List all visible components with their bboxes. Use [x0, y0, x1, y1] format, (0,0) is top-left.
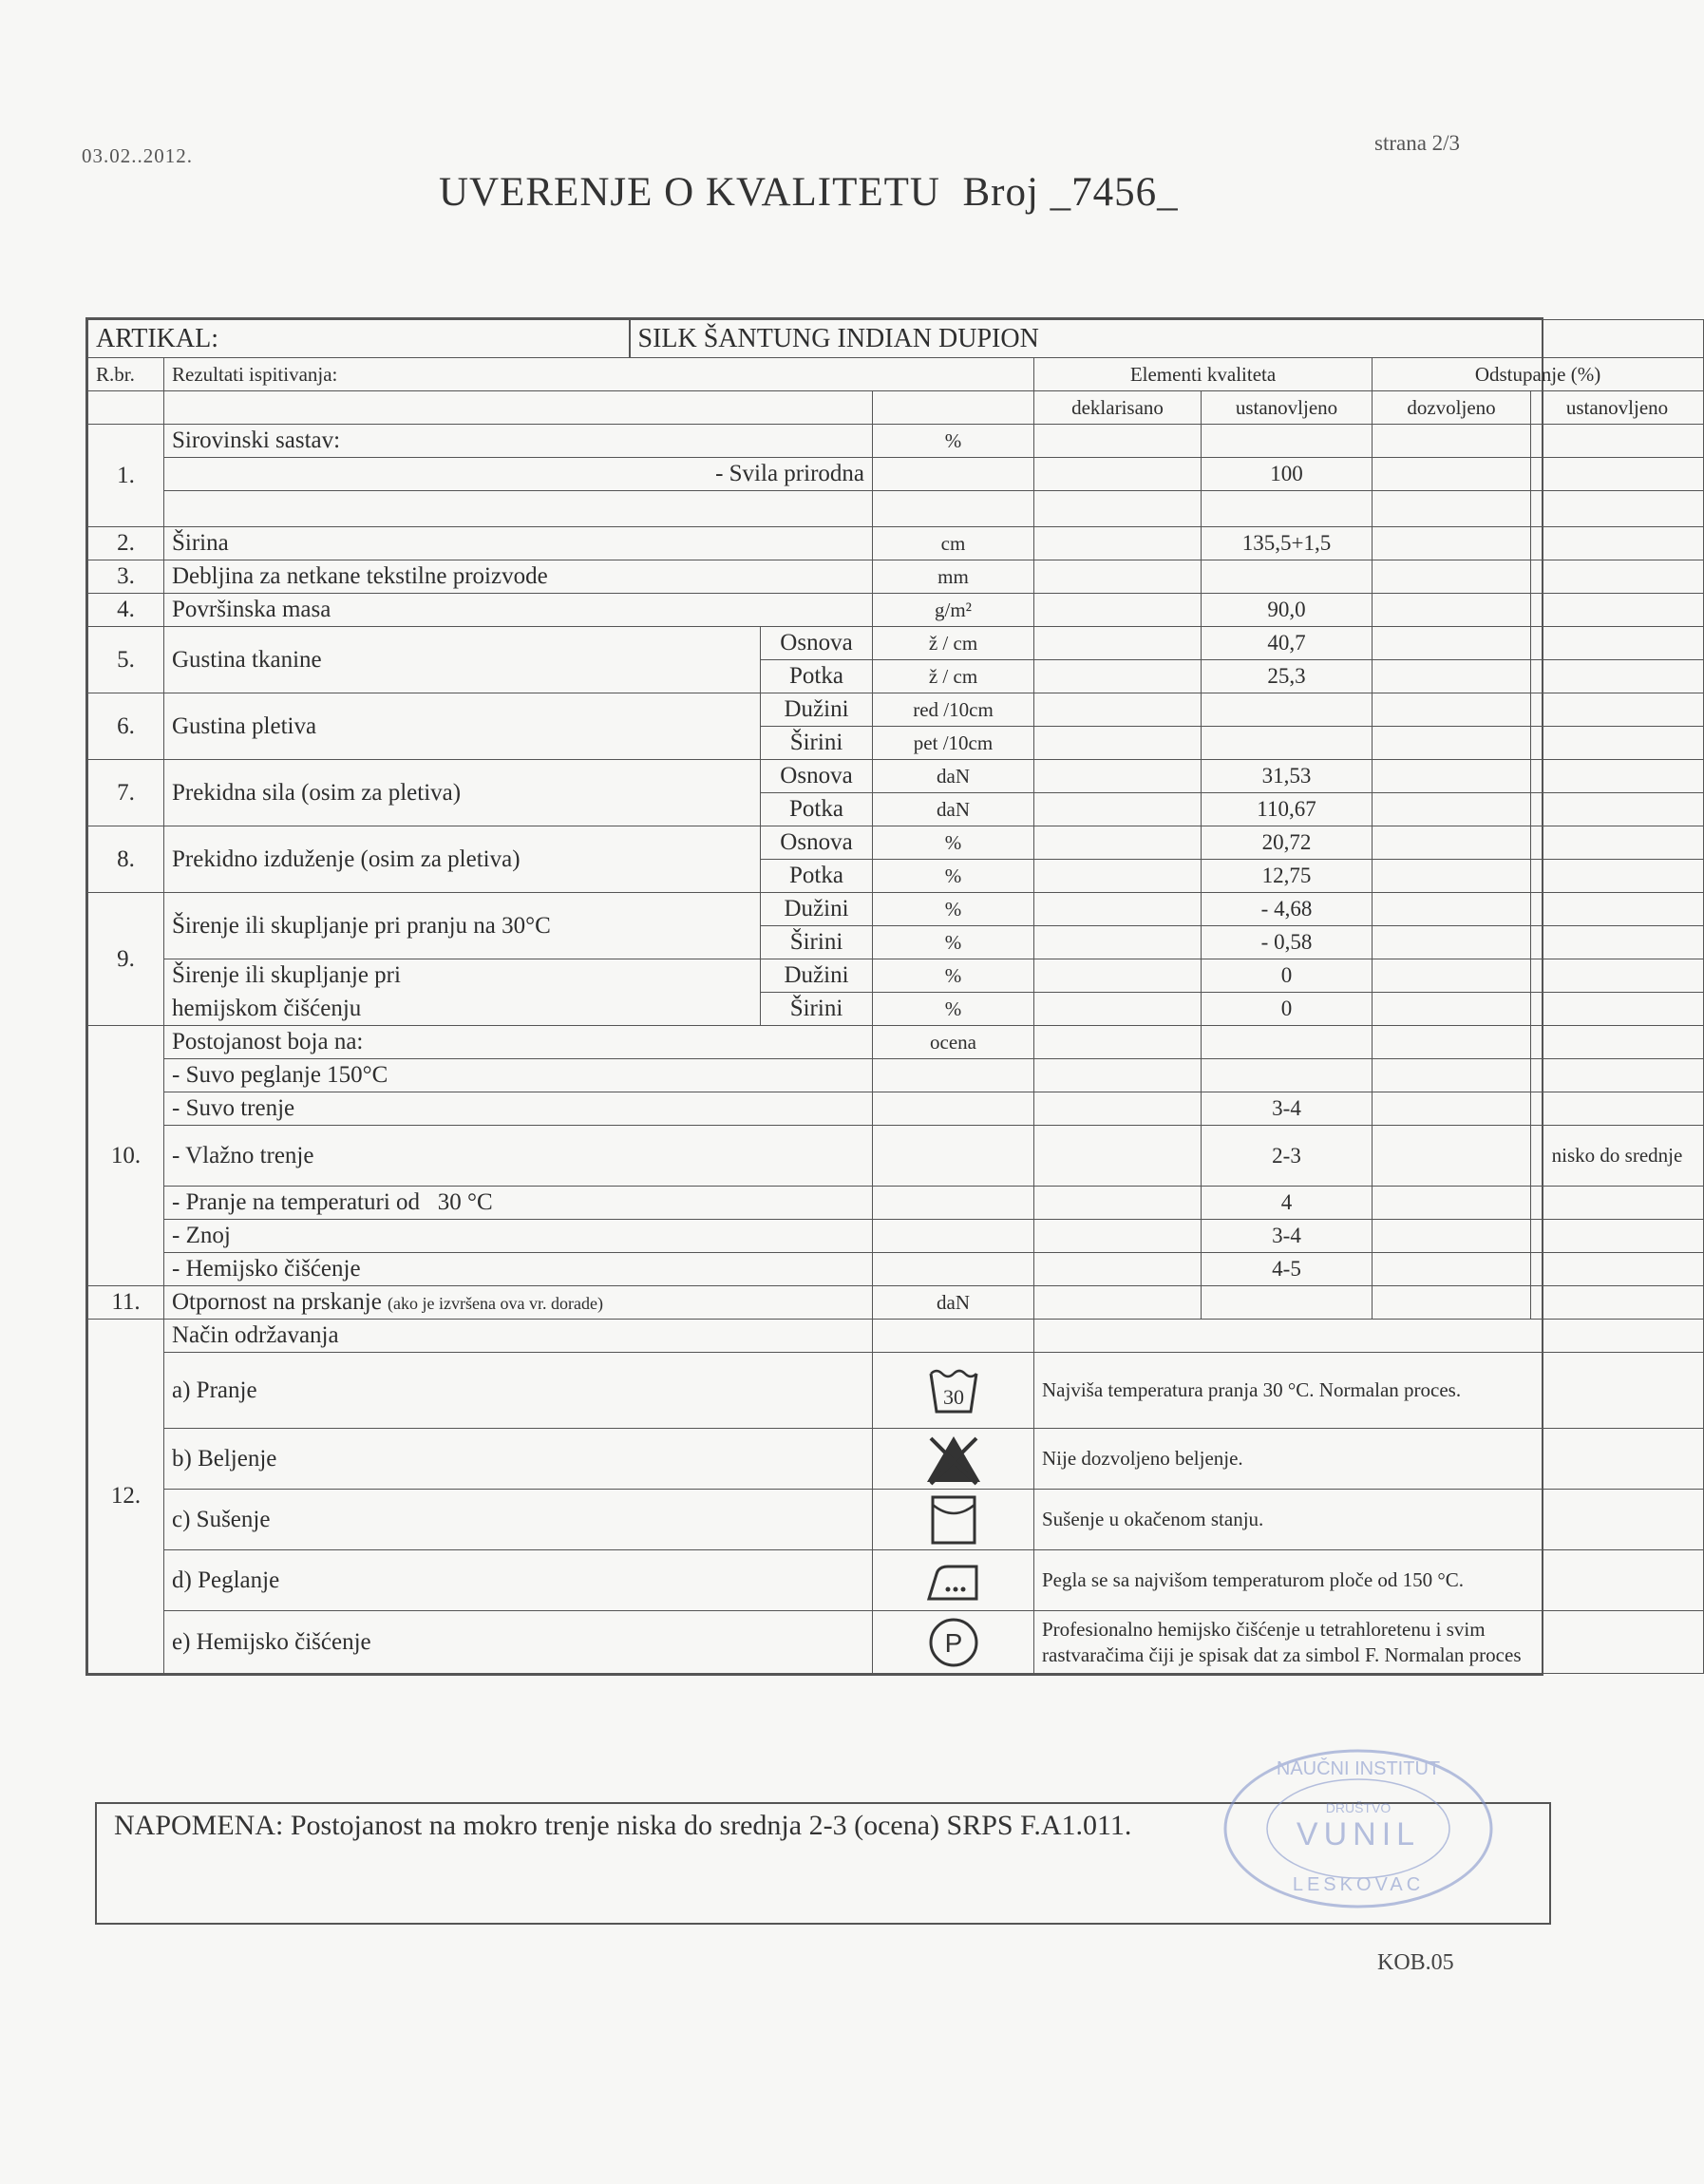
row-title: Otpornost na prskanje (ako je izvršena ova vr. dorade)	[164, 1286, 873, 1320]
note-text: NAPOMENA: Postojanost na mokro trenje niska do srednja 2-3 (ocena) SRPS F.A1.011.	[114, 1810, 1132, 1841]
row-unit: %	[873, 860, 1034, 893]
row-number: 10.	[88, 1026, 164, 1286]
row-title: Širina	[164, 527, 873, 560]
row-unit: ž / cm	[873, 660, 1034, 693]
row-value: - 4,68	[1202, 893, 1373, 926]
line-dry-icon	[873, 1490, 1034, 1550]
col-results: Rezultati ispitivanja:	[164, 358, 1034, 391]
row-number: 7.	[88, 760, 164, 826]
row-sublabel: Potka	[761, 860, 873, 893]
row-title: Gustina tkanine	[164, 627, 761, 693]
row-sublabel: Širini	[761, 727, 873, 760]
col-elements: Elementi kvaliteta	[1034, 358, 1373, 391]
row-value: - 0,58	[1202, 926, 1373, 959]
row-unit: %	[873, 826, 1034, 860]
stamp-text-bottom: LESKOVAC	[1292, 1874, 1425, 1895]
row-value	[1202, 1059, 1373, 1092]
row-sublabel: Dužini	[761, 893, 873, 926]
stamp-text-middle: DRUŠTVO	[1325, 1800, 1392, 1815]
row-title: Postojanost boja na:	[164, 1026, 873, 1059]
form-code: KOB.05	[1377, 1950, 1454, 1975]
care-description: Nije dozvoljeno beljenje.	[1034, 1429, 1704, 1490]
care-label: e) Hemijsko čišćenje	[164, 1611, 873, 1674]
stamp-text-top: NAUČNI INSTITUT	[1276, 1758, 1441, 1779]
col-declared: deklarisano	[1034, 391, 1202, 425]
row-number: 4.	[88, 594, 164, 627]
row-value: 4	[1202, 1187, 1373, 1220]
row-unit: %	[873, 959, 1034, 993]
institute-stamp	[1216, 1738, 1501, 1919]
col-established: ustanovljeno	[1202, 391, 1373, 425]
row-deviation-note: nisko do srednje	[1531, 1126, 1704, 1187]
row-subitem: - Znoj	[164, 1220, 873, 1253]
row-unit: %	[873, 926, 1034, 959]
col-deviation: Odstupanje (%)	[1373, 358, 1704, 391]
row-number: 1.	[88, 425, 164, 527]
row-unit: red /10cm	[873, 693, 1034, 727]
row-value: 0	[1202, 959, 1373, 993]
row-title: Prekidna sila (osim za pletiva)	[164, 760, 761, 826]
care-description: Najviša temperatura pranja 30 °C. Normalan proces.	[1034, 1353, 1704, 1429]
row-value: 90,0	[1202, 594, 1373, 627]
row-value: 31,53	[1202, 760, 1373, 793]
row-title: Površinska masa	[164, 594, 873, 627]
row-number: 9.	[88, 893, 164, 1026]
care-label: d) Peglanje	[164, 1550, 873, 1611]
row-number: 12.	[88, 1320, 164, 1674]
row-unit: ž / cm	[873, 627, 1034, 660]
row-value: 3-4	[1202, 1220, 1373, 1253]
row-subitem: - Vlažno trenje	[164, 1126, 873, 1187]
row-title: Prekidno izduženje (osim za pletiva)	[164, 826, 761, 893]
col-allowed: dozvoljeno	[1373, 391, 1531, 425]
row-number: 6.	[88, 693, 164, 760]
row-sublabel: Dužini	[761, 959, 873, 993]
wash-30-icon	[873, 1353, 1034, 1429]
row-title-note: (ako je izvršena ova vr. dorade)	[388, 1294, 603, 1313]
row-sublabel: Širini	[761, 926, 873, 959]
article-label: ARTIKAL:	[88, 320, 630, 358]
document-title: UVERENJE O KVALITETU Broj _7456_	[439, 170, 1179, 215]
row-value: 12,75	[1202, 860, 1373, 893]
col-rbr: R.br.	[88, 358, 164, 391]
row-value: 3-4	[1202, 1092, 1373, 1126]
row-sublabel: Osnova	[761, 760, 873, 793]
document-date: 03.02..2012.	[82, 144, 193, 167]
row-unit: %	[873, 425, 1034, 458]
row-unit: %	[873, 893, 1034, 926]
row-title: Način održavanja	[164, 1320, 873, 1353]
row-value: 20,72	[1202, 826, 1373, 860]
article-name: SILK ŠANTUNG INDIAN DUPION	[630, 320, 1704, 358]
care-label: b) Beljenje	[164, 1429, 873, 1490]
row-unit: daN	[873, 1286, 1034, 1320]
row-subitem: - Pranje na temperaturi od 30 °C	[164, 1187, 873, 1220]
row-sublabel: Osnova	[761, 627, 873, 660]
row-value: 40,7	[1202, 627, 1373, 660]
care-description	[1034, 1611, 1704, 1674]
row-title: Debljina za netkane tekstilne proizvode	[164, 560, 873, 594]
row-subtitle: - Svila prirodna	[164, 458, 873, 491]
care-description: Sušenje u okačenom stanju.	[1034, 1490, 1704, 1550]
page-number: strana 2/3	[1374, 131, 1461, 155]
no-bleach-icon	[873, 1429, 1034, 1490]
row-unit: mm	[873, 560, 1034, 594]
row-value	[1202, 560, 1373, 594]
row-subitem: - Suvo trenje	[164, 1092, 873, 1126]
row-sublabel: Potka	[761, 793, 873, 826]
care-description-line: rastvaračima čiji je spisak dat za simbol F. Normalan proces	[1042, 1643, 1522, 1666]
care-label: c) Sušenje	[164, 1490, 873, 1550]
row-value: 4-5	[1202, 1253, 1373, 1286]
care-description-line: Profesionalno hemijsko čišćenje u tetrahloretenu i svim	[1042, 1618, 1486, 1642]
wash-temp-label: 30	[942, 1384, 964, 1409]
iron-icon	[873, 1550, 1034, 1611]
row-number: 3.	[88, 560, 164, 594]
row-unit: cm	[873, 527, 1034, 560]
dry-clean-p-icon	[873, 1611, 1034, 1674]
quality-table	[85, 317, 1683, 1676]
row-unit: g/m²	[873, 594, 1034, 627]
row-number: 11.	[88, 1286, 164, 1320]
row-number: 2.	[88, 527, 164, 560]
row-title: Sirovinski sastav:	[164, 425, 873, 458]
row-title: hemijskom čišćenju	[164, 993, 761, 1026]
row-value: 2-3	[1202, 1126, 1373, 1187]
row-value: 135,5+1,5	[1202, 527, 1373, 560]
row-value: 25,3	[1202, 660, 1373, 693]
care-label: a) Pranje	[164, 1353, 873, 1429]
row-subitem: - Suvo peglanje 150°C	[164, 1059, 873, 1092]
col-established-2: ustanovljeno	[1531, 391, 1704, 425]
row-value: 100	[1202, 458, 1373, 491]
row-number: 8.	[88, 826, 164, 893]
row-sublabel: Dužini	[761, 693, 873, 727]
row-title: Gustina pletiva	[164, 693, 761, 760]
row-title: Širenje ili skupljanje pri	[164, 959, 761, 993]
row-unit: %	[873, 993, 1034, 1026]
row-unit: daN	[873, 760, 1034, 793]
row-unit: pet /10cm	[873, 727, 1034, 760]
row-number: 5.	[88, 627, 164, 693]
row-title: Širenje ili skupljanje pri pranju na 30°C	[164, 893, 761, 959]
row-sublabel: Osnova	[761, 826, 873, 860]
row-unit: daN	[873, 793, 1034, 826]
row-subitem: - Hemijsko čišćenje	[164, 1253, 873, 1286]
row-value: 110,67	[1202, 793, 1373, 826]
row-value: 0	[1202, 993, 1373, 1026]
row-sublabel: Širini	[761, 993, 873, 1026]
row-sublabel: Potka	[761, 660, 873, 693]
dry-clean-letter: P	[944, 1627, 962, 1658]
row-unit: ocena	[873, 1026, 1034, 1059]
stamp-text-main: VUNIL	[1296, 1816, 1421, 1852]
care-description: Pegla se sa najvišom temperaturom ploče od 150 °C.	[1034, 1550, 1704, 1611]
